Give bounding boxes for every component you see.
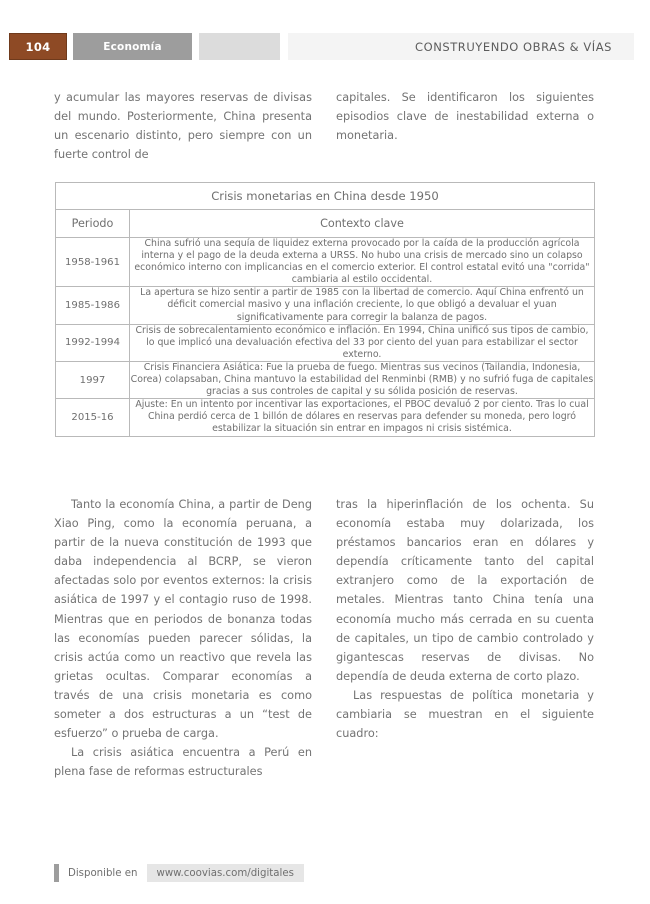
cell-periodo: 1958-1961 <box>56 238 130 287</box>
table-title-row <box>56 183 595 210</box>
cell-periodo: 2015-16 <box>56 399 130 436</box>
header-spacer-block <box>199 33 280 60</box>
intro-right-paragraph: capitales. Se identificaron los siguientes episodios clave de inestabilidad externa o monetaria. <box>336 91 594 143</box>
cell-contexto: Ajuste: En un intento por incentivar las exportaciones, el PBOC devaluó 2 por ciento. Tras lo cual China perdió cerca de 1 billón de dólares en reservas para defender su moneda, pero logró estabilizar la situación sin entrar en impagos ni crisis sistémica. <box>130 399 595 436</box>
section-label: Economía <box>73 33 192 60</box>
cell-contexto: Crisis Financiera Asiática: Fue la prueba de fuego. Mientras sus vecinos (Tailandia, Indonesia, Corea) colapsaban, China mantuvo la estabilidad del Renminbi (RMB) y no sufrió fuga de capitales gracias a sus controles de capital y su sólida posición de reservas. <box>130 361 594 398</box>
table-row <box>56 361 595 398</box>
body-right-column <box>336 495 594 743</box>
cell-contexto: China sufrió una sequía de liquidez externa provocado por la caída de la producción agrícola interna y el pago de la deuda externa a URSS. No hubo una crisis de mercado sino un colapso económico interno con implicancias en el comercio exterior. El control estatal evitó una "corrida" cambiaria al estilo occidental. <box>130 238 595 287</box>
cell-contexto: Crisis de sobrecalentamiento económico e inflación. En 1994, China unificó sus tipos de cambio, lo que implicó una devaluación efectiva del 33 por ciento del yuan para estabilizar el sector externo. <box>130 324 595 361</box>
page-footer <box>54 864 304 882</box>
body-left-paragraph-1: Tanto la economía China, a partir de Deng Xiao Ping, como la economía peruana, a partir de la nueva constitución de 1993 que daba independencia al BCRP, se vieron afectadas solo por eventos externos: la crisis asiática de 1997 y el contagio ruso de 1998. Mientras que en periodos de bonanza todas las economías pueden parecer sólidas, la crisis actúa como un reactivo que revela las grietas ocultas. Comparar economías a través de una crisis monetaria es como someter a dos estructuras a un “test de esfuerzo” o prueba de carga. <box>54 498 312 741</box>
footer-url[interactable]: www.coovias.com/digitales <box>147 864 304 882</box>
table-row <box>56 324 595 361</box>
column-header-contexto: Contexto clave <box>130 210 595 238</box>
page-header <box>0 33 650 60</box>
table-header-row <box>56 210 595 238</box>
page-number: 104 <box>9 33 67 60</box>
intro-left-column <box>54 88 312 164</box>
body-right-paragraph-2: Las respuestas de política monetaria y cambiaria se muestran en el siguiente cuadro: <box>336 688 594 741</box>
cell-periodo: 1985-1986 <box>56 287 130 324</box>
body-left-paragraph-2: La crisis asiática encuentra a Perú en plena fase de reformas estructurales <box>54 746 312 779</box>
table-row <box>56 399 595 436</box>
table-row <box>56 287 595 324</box>
body-left-column <box>54 495 312 781</box>
cell-periodo: 1992-1994 <box>56 324 130 361</box>
table-row <box>56 238 595 287</box>
footer-label: Disponible en <box>59 864 147 882</box>
body-right-paragraph-1: tras la hiperinflación de los ochenta. Su economía estaba muy dolarizada, los préstamos bancarios eran en dólares y dependía críticamente tanto del capital extranjero como de la exportación de metales. Mientras tanto China tenía una economía mucho más cerrada en su cuenta de capitales, un tipo de cambio controlado y gigantescas reservas de divisas. No dependía de deuda externa de corto plazo. <box>336 498 594 683</box>
intro-right-column <box>336 88 594 145</box>
table-title: Crisis monetarias en China desde 1950 <box>56 183 595 210</box>
crisis-table <box>55 182 595 437</box>
column-header-periodo: Periodo <box>56 210 130 238</box>
publication-title: CONSTRUYENDO OBRAS & VÍAS <box>288 33 634 60</box>
intro-left-paragraph: y acumular las mayores reservas de divisas del mundo. Posteriormente, China presenta un escenario distinto, pero siempre con un fuerte control de <box>54 91 312 162</box>
cell-periodo: 1997 <box>56 361 130 398</box>
cell-contexto: La apertura se hizo sentir a partir de 1985 con la libertad de comercio. Aquí China enfrentó un déficit comercial masivo y una inflación creciente, lo que obligó a devaluar el yuan significativamente para corregir la balanza de pagos. <box>130 287 595 324</box>
